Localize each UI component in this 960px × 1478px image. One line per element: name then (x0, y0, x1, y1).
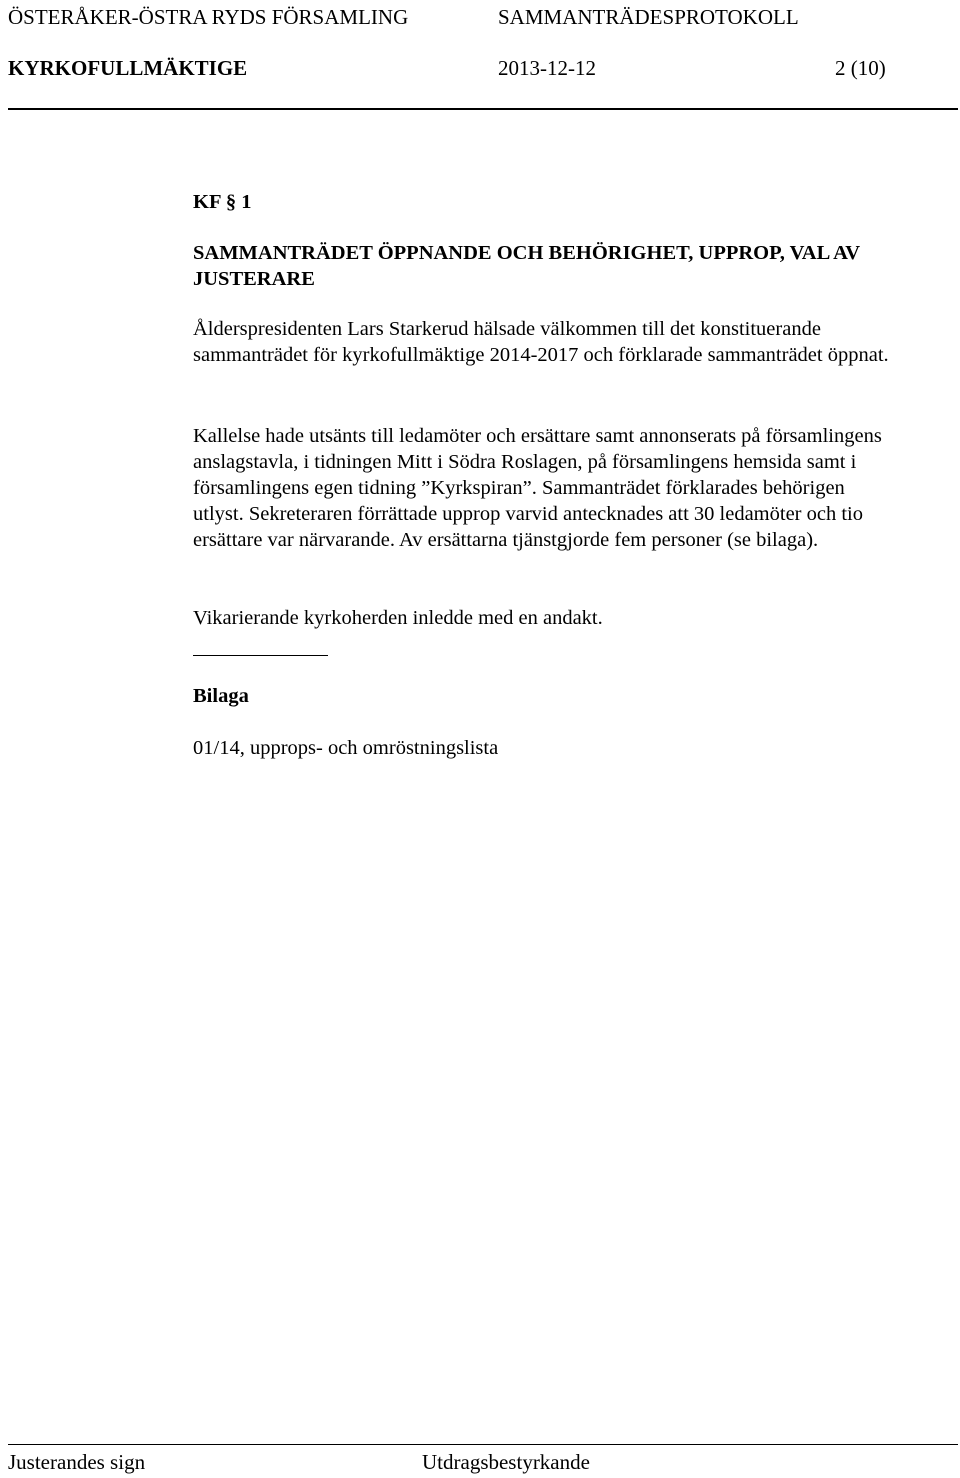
section-title: SAMMANTRÄDET ÖPPNANDE OCH BEHÖRIGHET, UPPROP, VAL AV JUSTERARE (193, 242, 860, 290)
paragraph-opening: Ålderspresidenten Lars Starkerud hälsade välkommen till det konstituerande sammanträdet för kyrkofullmäktige 2014-2017 och förklarade sammanträdet öppnat. (193, 318, 889, 366)
section-separator (193, 655, 328, 656)
section-id: KF § 1 (193, 191, 252, 213)
footer-certification-label: Utdragsbestyrkande (422, 1450, 590, 1474)
header-page-number: 2 (10) (835, 56, 886, 80)
header-document-type: SAMMANTRÄDESPROTOKOLL (498, 5, 799, 29)
attachment-item: 01/14, upprops- och omröstningslista (193, 737, 499, 759)
header-date: 2013-12-12 (498, 56, 596, 80)
footer-divider (8, 1444, 958, 1445)
header-divider (8, 108, 958, 110)
attachment-title: Bilaga (193, 685, 249, 707)
footer-signature-label: Justerandes sign (8, 1450, 146, 1474)
paragraph-summons: Kallelse hade utsänts till ledamöter och ersättare samt annonserats på församlingens anslagstavla, i tidningen Mitt i Södra Roslagen, på församlingens hemsida samt i församlingens egen tidning ”Kyrkspiran”. Sammanträdet förklarades behörigen utlyst. Sekreteraren förrättade upprop varvid antecknades att 30 ledamöter och tio ersättare var närvarande. Av ersättarna tjänstgjorde fem personer (se bilaga). (193, 425, 882, 551)
header-organization: ÖSTERÅKER-ÖSTRA RYDS FÖRSAMLING (8, 5, 409, 29)
paragraph-devotion: Vikarierande kyrkoherden inledde med en andakt. (193, 607, 603, 629)
header-body: KYRKOFULLMÄKTIGE (8, 56, 248, 80)
